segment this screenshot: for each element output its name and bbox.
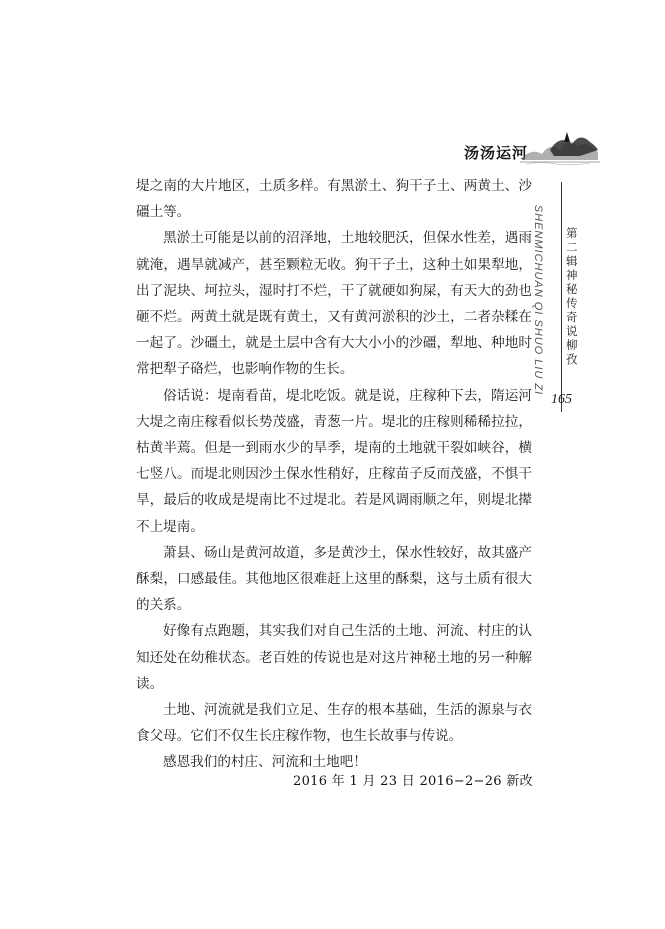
paragraph-5: 好像有点跑题，其实我们对自己生活的土地、河流、村庄的认知还处在幼稚状态。老百姓的传说也是对这片神秘土地的另一种解读。 <box>136 623 532 692</box>
page-number: 165 <box>551 392 572 407</box>
date-signature: 2016 年 1 月 23 日 2016−2−26 新改 <box>293 774 533 789</box>
landscape-ink-illustration <box>520 128 600 168</box>
article-body <box>136 173 532 776</box>
paragraph-4: 萧县、砀山是黄河故道，多是黄沙土，保水性较好，故其盛产酥梨，口感最佳。其他地区很难赶上这里的酥梨，这与土质有很大的关系。 <box>136 544 532 614</box>
paragraph-6: 土地、河流就是我们立足、生存的根本基础，生活的源泉与衣食父母。它们不仅生长庄稼作物，也生长故事与传说。 <box>136 702 532 745</box>
sidebar-divider-line <box>561 182 562 412</box>
sidebar-series-title: 第二辑 神秘传奇说柳孜 <box>566 226 578 366</box>
sidebar-pinyin-text: SHENMICHUAN QI SHUO LIU ZI <box>532 204 544 396</box>
running-header-title: 汤汤运河 <box>464 144 529 162</box>
paragraph-7: 感恩我们的村庄、河流和土地吧！ <box>163 754 367 771</box>
paragraph-3: 俗话说：堤南看苗，堤北吃饭。就是说，庄稼种下去，隋运河大堤之南庄稼看似长势茂盛，青葱一片。堤北的庄稼则稀稀拉拉，枯黄半蔫。但是一到雨水少的旱季，堤南的土地就干裂如峡谷，横七竖八。而堤北则因沙土保水性稍好，庄稼苗子反而茂盛，不惧干旱，最后的收成是堤南比不过堤北。若是风调雨顺之年，则堤北撵不上堤南。 <box>136 387 532 535</box>
paragraph-1: 堤之南的大片地区，土质多样。有黑淤土、狗干子土、两黄土、沙礓土等。 <box>136 178 532 221</box>
paragraph-2: 黑淤土可能是以前的沼泽地，土地较肥沃，但保水性差，遇雨就淹，遇旱就减产，甚至颗粒无收。狗干子土，这种土如果犁地，出了泥块、坷拉头，湿时打不烂，干了就硬如狗屎，有天大的劲也砸不烂。两黄土就是既有黄土，又有黄河淤积的沙土，二者杂糅在一起了。沙礓土，就是土层中含有大大小小的沙礓，犁地、种地时常把犁子硌烂，也影响作物的生长。 <box>136 230 532 378</box>
